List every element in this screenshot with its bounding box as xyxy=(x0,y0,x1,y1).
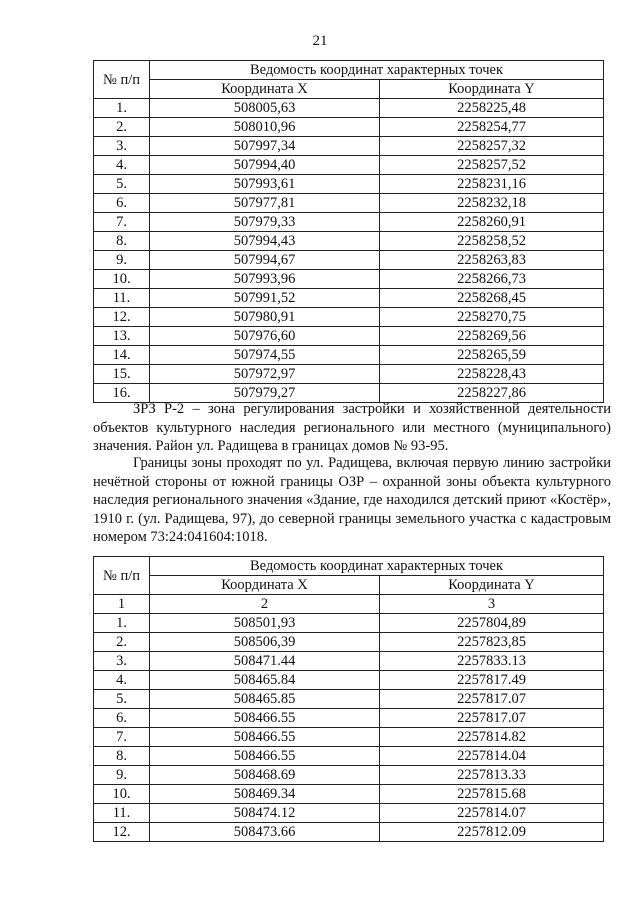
coordinate-x: 508471.44 xyxy=(150,652,380,671)
coordinate-x: 507993,61 xyxy=(150,175,380,194)
table-row xyxy=(94,747,604,766)
table-row xyxy=(94,671,604,690)
header-title: Ведомость координат характерных точек xyxy=(150,557,604,576)
point-number: 9. xyxy=(94,766,150,785)
point-number: 15. xyxy=(94,365,150,384)
point-number: 10. xyxy=(94,785,150,804)
table-row xyxy=(94,804,604,823)
table-row xyxy=(94,156,604,175)
index-num: 1 xyxy=(94,595,150,614)
coordinate-x: 507994,43 xyxy=(150,232,380,251)
coordinate-x: 507972,97 xyxy=(150,365,380,384)
point-number: 2. xyxy=(94,633,150,652)
point-number: 6. xyxy=(94,194,150,213)
table-body xyxy=(94,99,604,403)
coordinate-y: 2257812.09 xyxy=(380,823,604,842)
table-row xyxy=(94,633,604,652)
point-number: 5. xyxy=(94,690,150,709)
header-coord-x: Координата X xyxy=(150,80,380,99)
header-title: Ведомость координат характерных точек xyxy=(150,61,604,80)
coordinate-y: 2258228,43 xyxy=(380,365,604,384)
coordinate-y: 2258270,75 xyxy=(380,308,604,327)
table-row xyxy=(94,728,604,747)
table-row xyxy=(94,327,604,346)
coordinate-y: 2257814.82 xyxy=(380,728,604,747)
coordinate-x: 508473.66 xyxy=(150,823,380,842)
point-number: 2. xyxy=(94,118,150,137)
header-coord-y: Координата Y xyxy=(380,576,604,595)
point-number: 14. xyxy=(94,346,150,365)
coordinate-x: 508466.55 xyxy=(150,709,380,728)
point-number: 6. xyxy=(94,709,150,728)
header-num: № п/п xyxy=(94,61,150,99)
table-row xyxy=(94,213,604,232)
coordinate-x: 507974,55 xyxy=(150,346,380,365)
coordinate-x: 508474.12 xyxy=(150,804,380,823)
table-body xyxy=(94,614,604,842)
coordinate-x: 508501,93 xyxy=(150,614,380,633)
coordinate-y: 2257804,89 xyxy=(380,614,604,633)
coordinate-y: 2257815.68 xyxy=(380,785,604,804)
coordinates-table-2 xyxy=(93,556,604,842)
point-number: 8. xyxy=(94,232,150,251)
table-row xyxy=(94,232,604,251)
point-number: 16. xyxy=(94,384,150,403)
coordinate-y: 2257817.49 xyxy=(380,671,604,690)
point-number: 12. xyxy=(94,308,150,327)
point-number: 11. xyxy=(94,289,150,308)
coordinate-x: 507980,91 xyxy=(150,308,380,327)
point-number: 1. xyxy=(94,99,150,118)
coordinate-y: 2257817.07 xyxy=(380,690,604,709)
point-number: 13. xyxy=(94,327,150,346)
point-number: 1. xyxy=(94,614,150,633)
table-row xyxy=(94,785,604,804)
coordinate-x: 507994,40 xyxy=(150,156,380,175)
coordinate-y: 2257814.04 xyxy=(380,747,604,766)
coordinate-y: 2258227,86 xyxy=(380,384,604,403)
coordinate-x: 507979,27 xyxy=(150,384,380,403)
coordinate-x: 508005,63 xyxy=(150,99,380,118)
table-row xyxy=(94,99,604,118)
table-row xyxy=(94,365,604,384)
coordinate-y: 2258269,56 xyxy=(380,327,604,346)
coordinate-y: 2257823,85 xyxy=(380,633,604,652)
coordinate-y: 2258254,77 xyxy=(380,118,604,137)
table-row xyxy=(94,270,604,289)
coordinate-y: 2258258,52 xyxy=(380,232,604,251)
coordinate-y: 2258260,91 xyxy=(380,213,604,232)
header-coord-x: Координата X xyxy=(150,576,380,595)
point-number: 8. xyxy=(94,747,150,766)
table-row xyxy=(94,652,604,671)
coordinate-y: 2258232,18 xyxy=(380,194,604,213)
coordinate-x: 507997,34 xyxy=(150,137,380,156)
header-num: № п/п xyxy=(94,557,150,595)
coordinate-x: 507994,67 xyxy=(150,251,380,270)
coordinate-y: 2258231,16 xyxy=(380,175,604,194)
point-number: 7. xyxy=(94,213,150,232)
table-row xyxy=(94,766,604,785)
coordinate-x: 508469.34 xyxy=(150,785,380,804)
page-number: 21 xyxy=(312,33,328,49)
coordinate-y: 2257814.07 xyxy=(380,804,604,823)
header-coord-y: Координата Y xyxy=(380,80,604,99)
zone-description-paragraph: ЗРЗ Р-2 – зона регулирования застройки и хозяйственной деятельности объектов культурного наследия регионального или местного (муниципального) значения. Район ул. Радищева в границах домов № 93-95. xyxy=(93,401,611,454)
coordinate-y: 2258268,45 xyxy=(380,289,604,308)
point-number: 3. xyxy=(94,652,150,671)
table-row xyxy=(94,194,604,213)
coordinate-y: 2257813.33 xyxy=(380,766,604,785)
table-row xyxy=(94,175,604,194)
coordinates-table-1 xyxy=(93,60,604,403)
coordinate-x: 507993,96 xyxy=(150,270,380,289)
point-number: 10. xyxy=(94,270,150,289)
coordinate-x: 508506,39 xyxy=(150,633,380,652)
point-number: 9. xyxy=(94,251,150,270)
point-number: 5. xyxy=(94,175,150,194)
point-number: 3. xyxy=(94,137,150,156)
table-row xyxy=(94,614,604,633)
coordinate-y: 2258257,32 xyxy=(380,137,604,156)
point-number: 4. xyxy=(94,156,150,175)
point-number: 12. xyxy=(94,823,150,842)
table-row xyxy=(94,346,604,365)
coordinate-x: 508465.85 xyxy=(150,690,380,709)
coordinate-x: 507979,33 xyxy=(150,213,380,232)
coordinate-x: 507991,52 xyxy=(150,289,380,308)
zone-boundaries-paragraph: Границы зоны проходят по ул. Радищева, включая первую линию застройки нечётной стороны от южной границы ОЗР – охранной зоны объекта культурного наследия регионального значения «Здание, где находился детский приют «Костёр», 1910 г. (ул. Радищева, 97), до северной границы земельного участка с кадастровым номером 73:24:041604:1018. xyxy=(93,455,611,545)
coordinate-y: 2258265,59 xyxy=(380,346,604,365)
point-number: 4. xyxy=(94,671,150,690)
coordinate-x: 508466.55 xyxy=(150,728,380,747)
index-y: 3 xyxy=(380,595,604,614)
coordinate-x: 507977,81 xyxy=(150,194,380,213)
table-row xyxy=(94,118,604,137)
point-number: 7. xyxy=(94,728,150,747)
table-row xyxy=(94,823,604,842)
coordinate-x: 508465.84 xyxy=(150,671,380,690)
coordinate-x: 508466.55 xyxy=(150,747,380,766)
coordinate-x: 508010,96 xyxy=(150,118,380,137)
coordinate-y: 2258266,73 xyxy=(380,270,604,289)
table-row xyxy=(94,308,604,327)
table-row xyxy=(94,137,604,156)
table-row xyxy=(94,251,604,270)
coordinate-y: 2257833.13 xyxy=(380,652,604,671)
coordinate-y: 2258225,48 xyxy=(380,99,604,118)
table-row xyxy=(94,690,604,709)
coordinate-y: 2258257,52 xyxy=(380,156,604,175)
point-number: 11. xyxy=(94,804,150,823)
table-row xyxy=(94,709,604,728)
coordinate-x: 508468.69 xyxy=(150,766,380,785)
index-x: 2 xyxy=(150,595,380,614)
coordinate-x: 507976,60 xyxy=(150,327,380,346)
coordinate-y: 2257817.07 xyxy=(380,709,604,728)
table-row xyxy=(94,289,604,308)
coordinate-y: 2258263,83 xyxy=(380,251,604,270)
